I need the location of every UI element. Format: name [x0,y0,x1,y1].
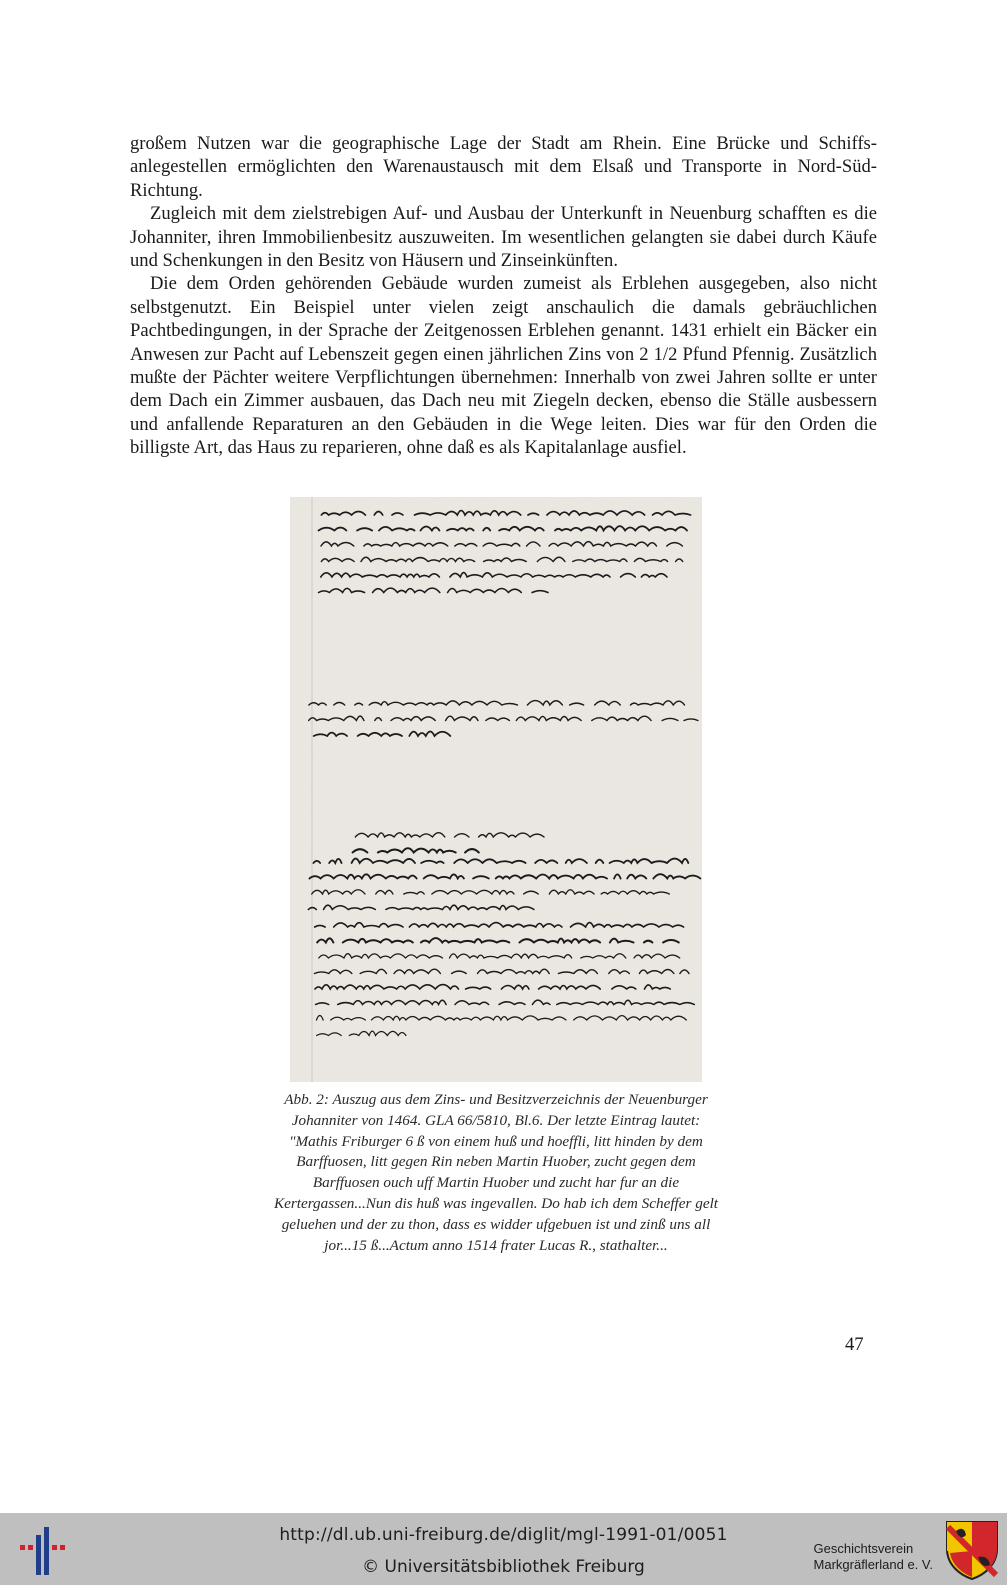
society-line-2: Markgräflerland e. V. [813,1557,933,1572]
footer-bar [0,1513,1007,1585]
society-line-1: Geschichtsverein [813,1541,914,1556]
paragraph-2: Zugleich mit dem zielstrebigen Auf- und Ausbau der Unterkunft in Neuenburg schafften es die Johanniter, ihren Immobilienbesitz auszuweiten. Im wesentlichen gelangten sie dabei durch Käufe und Schenkungen in den Besitz von Häusern und Zinseinkünften. [130,203,877,272]
footer-url-link[interactable]: http://dl.ub.uni-freiburg.de/diglit/mgl-1991-01/0051 [279,1525,728,1545]
body-text [130,132,877,460]
society-name [814,1541,933,1573]
paragraph-3: Die dem Orden gehörenden Gebäude wurden zumeist als Erblehen ausgegeben, also nicht selbstgenutzt. Ein Beispiel unter vielen zeigt anschaulich die damals gebräuchlichen Pachtbedingungen, in der Sprache der Zeitgenossen Erblehen genannt. 1431 erhielt ein Bäcker ein Anwesen zur Pacht auf Lebenszeit gegen einen jährlichen Zins von 2 1/2 Pfund Pfennig. Zusätzlich mußte der Pächter weitere Verpflichtungen übernehmen: Innerhalb von zwei Jahren sollte er unter dem Dach ein Zimmer ausbauen, das Dach neu mit Ziegeln decken, ebenso die Ställe ausbessern und anfallende Reparaturen an den Gebäuden in die Wege leiten. Dies war für den Orden die billigste Art, das Haus zu reparieren, ohne daß es als Kapitalanlage ausfiel. [130,273,877,459]
footer-copyright: © Universitätsbibliothek Freiburg [362,1557,645,1577]
manuscript-image [290,497,702,1082]
figure-caption: Abb. 2: Auszug aus dem Zins- und Besitzverzeichnis der Neuenburger Johanniter von 1464. GLA 66/5810, Bl.6. Der letzte Eintrag lautet: "Mathis Friburger 6 ß von einem huß und hoeffli, litt hinden by dem Barffuosen, litt gegen Rin neben Martin Huober, zucht gegen dem Barffuosen ouch uff Martin Huober und zucht har fur an die Kertergassen...Nun dis huß was ingevallen. Do hab ich dem Scheffer gelt geluehen und der zu thon, dass es widder ufgebuen ist und zinß uns all jor...15 ß...Actum anno 1514 frater Lucas R., stathalter... [273,1091,719,1254]
paragraph-1: großem Nutzen war die geographische Lage der Stadt am Rhein. Eine Brücke und Schiffs-anlegestellen ermöglichten den Warenaustausch mit dem Elsaß und Transporte in Nord-Süd-Richtung. [130,133,877,201]
coat-of-arms-icon [944,1519,1000,1581]
page-number: 47 [845,1334,864,1355]
